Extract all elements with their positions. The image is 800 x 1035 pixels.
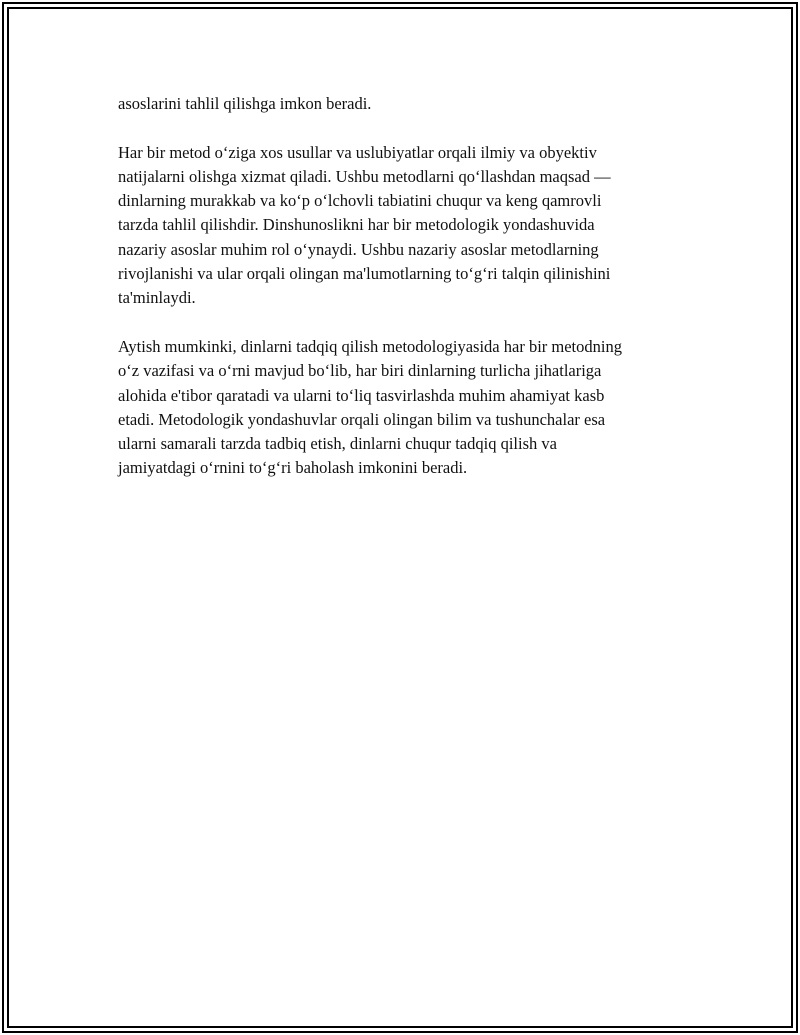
text-line: ta'minlaydi. [118, 288, 196, 308]
text-line: Har bir metod o‘ziga xos usullar va uslubiyatlar orqali ilmiy va obyektiv [118, 142, 597, 162]
document-body [118, 92, 688, 505]
text-line: ularni samarali tarzda tadbiq etish, dinlarni chuqur tadqiq qilish va [118, 434, 557, 454]
text-line: jamiyatdagi o‘rnini to‘g‘ri baholash imkonini beradi. [118, 458, 468, 478]
paragraph-2 [118, 141, 688, 311]
text-line: tarzda tahlil qilishdir. Dinshunoslikni har bir metodologik yondashuvida [118, 215, 595, 235]
text-line: dinlarning murakkab va ko‘p o‘lchovli tabiatini chuqur va keng qamrovli [118, 191, 602, 211]
text-line: etadi. Metodologik yondashuvlar orqali olingan bilim va tushunchalar esa [118, 409, 606, 429]
paragraph-3 [118, 335, 688, 481]
text-line: o‘z vazifasi va o‘rni mavjud bo‘lib, har biri dinlarning turlicha jihatlariga [118, 361, 602, 381]
text-line: asoslarini tahlil qilishga imkon beradi. [118, 94, 372, 113]
text-line: natijalarni olishga xizmat qiladi. Ushbu metodlarni qo‘llashdan maqsad — [118, 166, 611, 186]
text-line: rivojlanishi va ular orqali olingan ma'lumotlarning to‘g‘ri talqin qilinishini [118, 264, 611, 284]
text-line: Aytish mumkinki, dinlarni tadqiq qilish metodologiyasida har bir metodning [118, 336, 622, 356]
text-line: nazariy asoslar muhim rol o‘ynaydi. Ushbu nazariy asoslar metodlarning [118, 239, 599, 259]
paragraph-1 [118, 92, 688, 116]
text-line: alohida e'tibor qaratadi va ularni to‘liq tasvirlashda muhim ahamiyat kasb [118, 385, 605, 405]
